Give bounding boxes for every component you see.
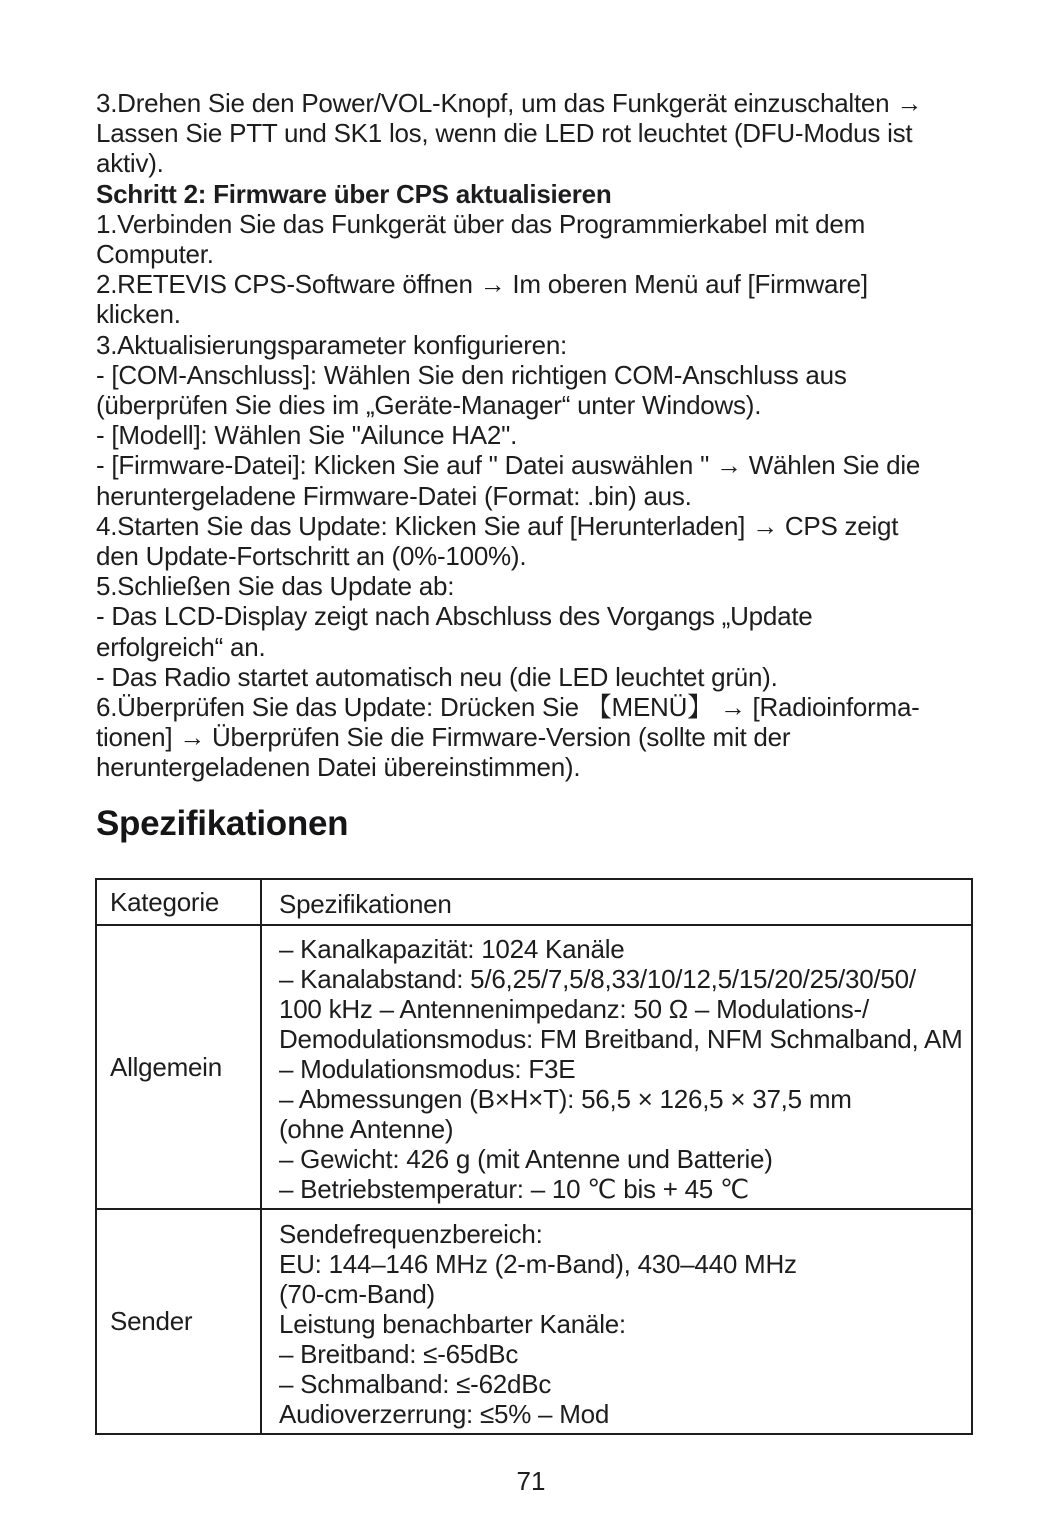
- spec-line: Sendefrequenzbereich:: [279, 1218, 543, 1249]
- spec-line: – Kanalabstand: 5/6,25/7,5/8,33/10/12,5/15/20/25/30/50/: [279, 964, 916, 994]
- step2-heading: Schritt 2: Firmware über CPS aktualisieren: [96, 178, 612, 209]
- header-spezifikationen: Spezifikationen: [261, 879, 972, 925]
- spec-row-sender: [96, 1209, 972, 1434]
- header-kategorie: Kategorie: [96, 879, 261, 925]
- body-line: aktiv).: [96, 148, 164, 179]
- spec-table: [95, 878, 973, 1435]
- body-line: - Das Radio startet automatisch neu (die LED leuchtet grün).: [96, 661, 778, 692]
- spec-line: – Betriebstemperatur: – 10 ℃ bis + 45 ℃: [279, 1174, 749, 1204]
- body-line: heruntergeladene Firmware-Datei (Format: .bin) aus.: [96, 480, 692, 511]
- spec-line: (70-cm-Band): [279, 1278, 435, 1309]
- spec-cell-allgemein: [261, 925, 972, 1209]
- spec-line: – Gewicht: 426 g (mit Antenne und Batterie): [279, 1144, 773, 1174]
- spec-line: – Abmessungen (B×H×T): 56,5 × 126,5 × 37,5 mm: [279, 1084, 852, 1114]
- spec-line: – Kanalkapazität: 1024 Kanäle: [279, 934, 625, 964]
- body-line: 2.RETEVIS CPS-Software öffnen → Im oberen Menü auf [Firmware]: [96, 269, 868, 300]
- body-line: den Update-Fortschritt an (0%-100%).: [96, 541, 527, 572]
- page-number: 71: [516, 1466, 546, 1496]
- spec-line: – Schmalband: ≤-62dBc: [279, 1368, 552, 1399]
- body-line: 6.Überprüfen Sie das Update: Drücken Sie 【MENÜ】 → [Radioinforma-: [96, 692, 920, 723]
- section-title-spezifikationen: Spezifikationen: [96, 804, 349, 843]
- category-allgemein: Allgemein: [96, 925, 261, 1209]
- body-line: heruntergeladenen Datei übereinstimmen).: [96, 752, 581, 783]
- spec-line: Demodulationsmodus: FM Breitband, NFM Schmalband, AM: [279, 1024, 963, 1054]
- body-line: erfolgreich“ an.: [96, 631, 266, 662]
- body-line: Lassen Sie PTT und SK1 los, wenn die LED rot leuchtet (DFU-Modus ist: [96, 118, 913, 149]
- spec-row-allgemein: [96, 925, 972, 1209]
- body-line: 5.Schließen Sie das Update ab:: [96, 571, 455, 602]
- spec-line: 100 kHz – Antennenimpedanz: 50 Ω – Modulations-/: [279, 994, 869, 1024]
- spec-line: – Breitband: ≤-65dBc: [279, 1338, 519, 1369]
- spec-line: (ohne Antenne): [279, 1114, 454, 1144]
- body-line: tionen] → Überprüfen Sie die Firmware-Version (sollte mit der: [96, 722, 791, 753]
- body-line: - [COM-Anschluss]: Wählen Sie den richtigen COM-Anschluss aus: [96, 359, 847, 390]
- body-line: Computer.: [96, 239, 214, 270]
- instructions-text: [96, 88, 976, 783]
- spec-line: EU: 144–146 MHz (2-m-Band), 430–440 MHz: [279, 1248, 797, 1279]
- body-line: - [Firmware-Datei]: Klicken Sie auf " Datei auswählen " → Wählen Sie die: [96, 450, 921, 481]
- spec-cell-sender: [261, 1209, 972, 1434]
- spec-line: Leistung benachbarter Kanäle:: [279, 1308, 626, 1339]
- body-line: 3.Aktualisierungsparameter konfigurieren:: [96, 329, 568, 360]
- spec-line: – Modulationsmodus: F3E: [279, 1054, 576, 1084]
- spec-table-header-row: [96, 879, 972, 925]
- spec-line: Audioverzerrung: ≤5% – Mod: [279, 1398, 610, 1429]
- body-line: - [Modell]: Wählen Sie "Ailunce HA2".: [96, 420, 518, 451]
- body-line: - Das LCD-Display zeigt nach Abschluss des Vorgangs „Update: [96, 601, 813, 632]
- body-line: (überprüfen Sie dies im „Geräte-Manager“ unter Windows).: [96, 390, 762, 421]
- body-line: 4.Starten Sie das Update: Klicken Sie auf [Herunterladen] → CPS zeigt: [96, 510, 899, 541]
- category-sender: Sender: [96, 1209, 261, 1434]
- body-line: 1.Verbinden Sie das Funkgerät über das Programmierkabel mit dem: [96, 208, 865, 239]
- body-line: 3.Drehen Sie den Power/VOL-Knopf, um das Funkgerät einzuschalten →: [96, 88, 923, 118]
- body-line: klicken.: [96, 299, 181, 330]
